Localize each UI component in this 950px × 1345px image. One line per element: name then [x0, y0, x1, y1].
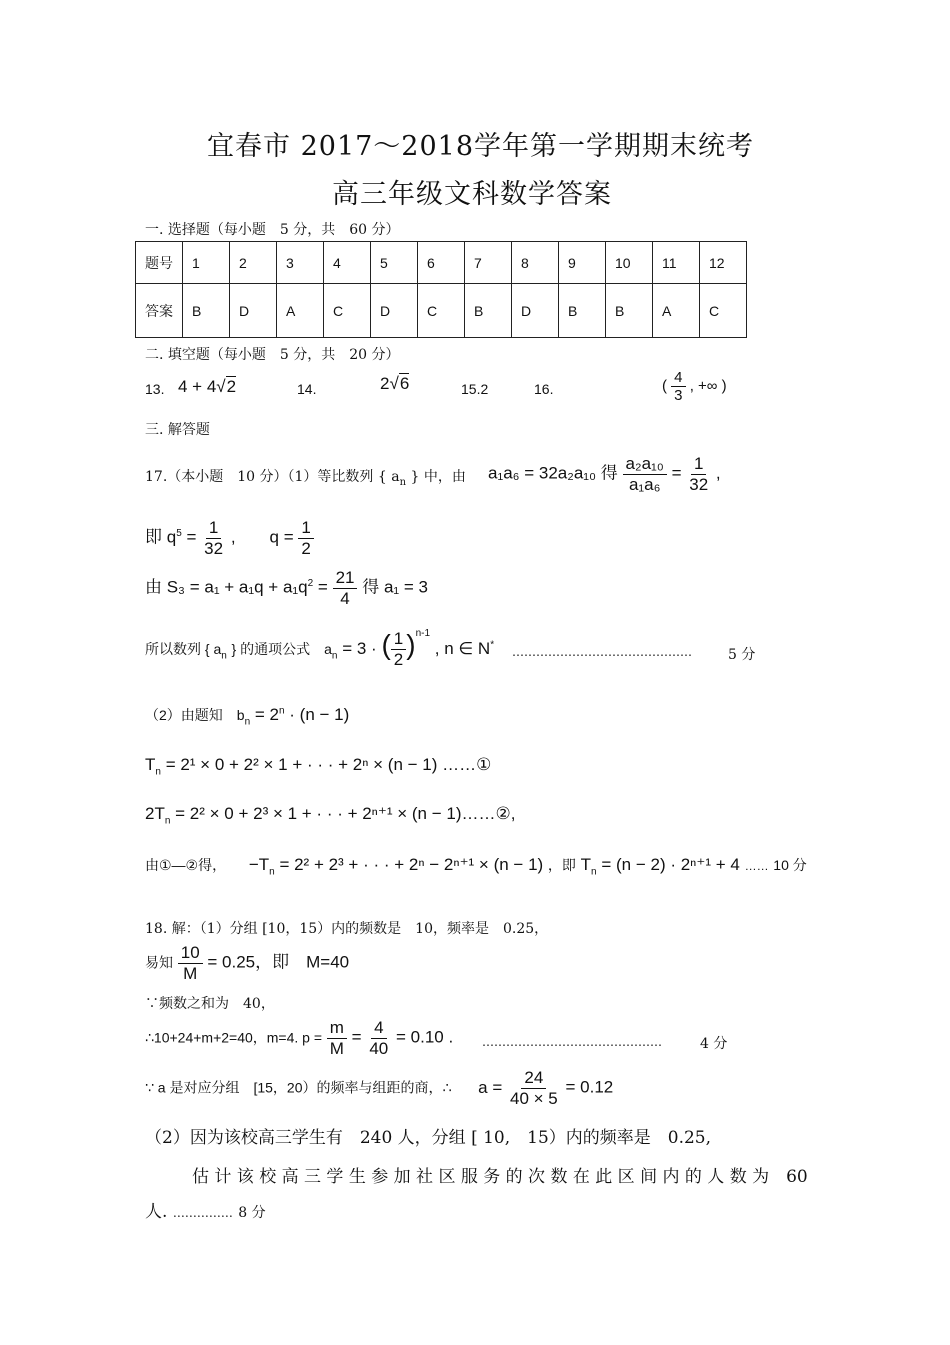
table-cell: 12 — [700, 242, 747, 284]
table-cell: 9 — [559, 242, 606, 284]
frac-den: 32 — [204, 538, 224, 558]
exp: n-1 — [415, 628, 431, 639]
sub: n — [331, 650, 338, 662]
line-text: = 2² × 0 + 2³ × 1 + · · · + 2ⁿ⁺¹ × (n − 1)……②, — [175, 804, 516, 823]
q17-diff: 由①—②得， $-T_n = 2^2 + 2^3$ + · · · + 2ⁿ − 2ⁿ⁺¹ × (n − 1) ，即 $T_n = (n - 2) \cdot 2^{n+1} + 4$ …… 10 分 — [145, 855, 807, 878]
table-cell: B — [559, 284, 606, 338]
table-cell: A — [653, 284, 700, 338]
q18-score1: 4 分 — [700, 1036, 728, 1052]
q18-line2 — [145, 943, 349, 983]
table-cell: 5 — [371, 242, 418, 284]
q17-intro-text2: } 中，由 — [410, 469, 466, 485]
frac-num: 24 — [521, 1068, 546, 1089]
table-head-answer: 答案 — [136, 284, 183, 338]
q18-intro: 18. 解：（1）分组 [10，15）内的频数是 10，频率是 0.25， — [145, 921, 549, 937]
q17-intro-text: 17.（本小题 10 分）（1）等比数列 { a — [145, 469, 400, 485]
q16-open: ( — [662, 377, 667, 395]
frac-den: a₁a₆ — [628, 474, 661, 494]
dots: …… — [744, 859, 769, 873]
q18-line4 — [145, 1018, 453, 1058]
table-cell: B — [606, 284, 653, 338]
line-text: −T — [248, 855, 270, 874]
q17-eq1 — [488, 454, 721, 494]
table-cell: B — [183, 284, 230, 338]
q16-den: 3 — [674, 387, 683, 405]
exp: 5 — [176, 527, 182, 539]
line-text: 由 S₃ = a₁ + a₁q + a₁q — [145, 577, 308, 597]
line-text: = 2² + 2³ + · · · + 2ⁿ − 2ⁿ⁺¹ × (n − 1) — [279, 855, 544, 874]
q13-label: 13. — [145, 381, 165, 397]
line-text: = 3 · — [342, 639, 377, 658]
table-cell: B — [465, 284, 512, 338]
line-text: 人. — [145, 1202, 168, 1222]
q18-part2-line3 — [145, 1197, 266, 1222]
line-text: T — [145, 755, 156, 774]
frac-den: M — [183, 963, 198, 983]
line-text: （2）由题知 b — [145, 707, 245, 723]
page-title: 宜春市 2017～2018学年第一学期期末统考 — [207, 131, 755, 162]
q16-fraction — [671, 369, 685, 405]
q17-eq1-eq: = — [671, 463, 682, 483]
q17-eq1-text: a₁a₆ = 32a₂a₁₀ 得 — [488, 463, 618, 483]
q18-dots1: ……………………………………… — [482, 1035, 662, 1049]
fraction — [298, 518, 313, 558]
q18-score2: 8 分 — [238, 1205, 266, 1221]
line-text: ，即 — [547, 857, 576, 873]
line-text: } 的通项公式 a — [231, 641, 332, 657]
line-text: a = — [478, 1077, 503, 1097]
table-cell: C — [324, 284, 371, 338]
q17-frac1 — [623, 454, 667, 494]
line-text: ∵ a 是对应分组 [15，20）的频率与组距的商，∴ — [145, 1079, 452, 1096]
q17-tn1: $T_n = 2^1 \times 0 + 2^2 \times 1$ + · · · + 2ⁿ × (n − 1) ……① — [145, 755, 492, 778]
fraction — [391, 629, 406, 669]
table-cell: C — [418, 284, 465, 338]
sqrt-sign: √ — [216, 377, 226, 396]
line-text: = 0.25，即 M=40 — [207, 952, 350, 972]
line-text: = — [351, 1027, 362, 1047]
q14-answer — [380, 374, 409, 394]
q14-answer-text: 2 — [380, 374, 390, 393]
q14-radicand: 6 — [399, 374, 410, 393]
q17-line2 — [145, 518, 314, 558]
q18-part2: （2）因为该校高三学生有 240 人，分组 [ 10, 15）内的频率是 0.25, — [145, 1128, 712, 1148]
paren-left: ( — [381, 629, 391, 660]
frac-den: 4 — [340, 588, 350, 608]
answer-table — [135, 241, 747, 338]
q17-line4 — [145, 628, 494, 670]
table-row — [136, 242, 747, 284]
table-head-number: 题号 — [136, 242, 183, 284]
q17-frac2 — [686, 454, 711, 494]
q13-answer — [178, 377, 236, 397]
q16-answer — [662, 369, 727, 405]
table-cell: 8 — [512, 242, 559, 284]
line-text: , q = — [230, 527, 294, 547]
line-text: = — [186, 527, 197, 547]
q17-eq1-comma: , — [715, 463, 721, 483]
exp: n — [278, 705, 285, 717]
line-text: ∴10+24+m+2=40，m=4. p = — [145, 1029, 323, 1046]
line-text: T — [580, 855, 592, 874]
line-text: = 2¹ × 0 + 2² × 1 + · · · + 2ⁿ × (n − 1) ……① — [165, 755, 492, 774]
frac-num: 1 — [298, 518, 313, 539]
frac-num: 1 — [691, 454, 706, 475]
line-text: = — [317, 577, 328, 597]
line-text: = 0.12 — [565, 1077, 614, 1097]
line-text: 得 a₁ = 3 — [362, 577, 428, 597]
exp: 2 — [307, 577, 314, 589]
table-cell: C — [700, 284, 747, 338]
frac-num: 10 — [178, 943, 203, 964]
table-cell: 7 — [465, 242, 512, 284]
line-text: 易知 — [145, 954, 173, 971]
line-text: 2T — [145, 804, 165, 823]
line-text: 由①—②得， — [145, 857, 227, 873]
line-text: = (n − 2) · 2ⁿ⁺¹ + 4 — [601, 855, 740, 874]
table-cell: 11 — [653, 242, 700, 284]
q17-intro — [145, 466, 466, 488]
fraction — [201, 518, 226, 558]
q14-label: 14. — [297, 381, 317, 397]
q16-num: 4 — [671, 369, 685, 387]
q18-part2-line2: 估 计 该 校 高 三 学 生 参 加 社 区 服 务 的 次 数 在 此 区 间 内 的 人 数 为 60 — [192, 1167, 808, 1187]
frac-num: 1 — [391, 629, 406, 650]
exp: * — [490, 639, 495, 651]
q18-line5 — [145, 1068, 613, 1108]
table-cell: D — [230, 284, 277, 338]
frac-den: 2 — [301, 538, 311, 558]
q16-rest: , +∞ ) — [689, 377, 727, 395]
table-cell: 1 — [183, 242, 230, 284]
section-solutions: 三. 解答题 — [145, 422, 210, 438]
frac-den: 40 × 5 — [510, 1088, 558, 1108]
frac-num: m — [327, 1018, 347, 1039]
sqrt-sign: √ — [389, 374, 399, 393]
q17-intro-sub: n — [399, 476, 407, 488]
table-cell: D — [371, 284, 418, 338]
table-cell: 4 — [324, 242, 371, 284]
table-cell: 3 — [277, 242, 324, 284]
frac-den: M — [329, 1038, 344, 1058]
sub: n — [244, 716, 251, 728]
table-cell: 2 — [230, 242, 277, 284]
fraction — [507, 1068, 561, 1108]
table-cell: D — [512, 284, 559, 338]
q16-label: 16. — [534, 381, 554, 397]
line-text: = 0.10 . — [396, 1027, 454, 1047]
q17-tn2: $2T_n = 2^2 \times 0 + 2^3 \times 1$ + · · · + 2ⁿ⁺¹ × (n − 1)……②, — [145, 804, 516, 827]
q13-answer-text: 4 + 4 — [178, 377, 217, 396]
frac-num: 21 — [333, 568, 358, 589]
table-cell: 6 — [418, 242, 465, 284]
q15-answer: 15.2 — [461, 381, 489, 397]
fraction — [327, 1018, 347, 1058]
paren-right: ) — [406, 629, 416, 660]
q17-line3 — [145, 568, 428, 608]
line-text: 即 q — [145, 527, 177, 547]
table-row — [136, 284, 747, 338]
fraction — [333, 568, 358, 608]
frac-den: 2 — [393, 650, 404, 670]
line-text: = 2 — [254, 705, 279, 724]
fraction — [178, 943, 203, 983]
section-fill-in: 二. 填空题（每小题 5 分，共 20 分） — [145, 347, 400, 363]
q17-score2: 10 分 — [773, 857, 807, 873]
line-text: · (n − 1) — [289, 705, 350, 724]
sub: n — [221, 650, 227, 662]
fraction — [366, 1018, 391, 1058]
page-subtitle: 高三年级文科数学答案 — [332, 179, 612, 210]
q17-dots: ……………………………………… — [512, 645, 692, 659]
q17-part2 — [145, 705, 349, 727]
frac-num: a₂a₁₀ — [623, 454, 667, 475]
line-text: 所以数列 { a — [145, 641, 222, 657]
q17-score1: 5 分 — [728, 647, 756, 663]
frac-num: 4 — [371, 1018, 386, 1039]
frac-num: 1 — [206, 518, 221, 539]
line-text: , n ∈ N — [434, 639, 491, 658]
frac-den: 40 — [369, 1038, 389, 1058]
q18-line3: ∵频数之和为 40， — [145, 996, 275, 1012]
q13-radicand: 2 — [226, 377, 237, 396]
dots: …………… — [172, 1206, 233, 1220]
table-cell: A — [277, 284, 324, 338]
frac-den: 32 — [689, 474, 709, 494]
table-cell: 10 — [606, 242, 653, 284]
section-multiple-choice: 一. 选择题（每小题 5 分，共 60 分） — [145, 222, 400, 238]
